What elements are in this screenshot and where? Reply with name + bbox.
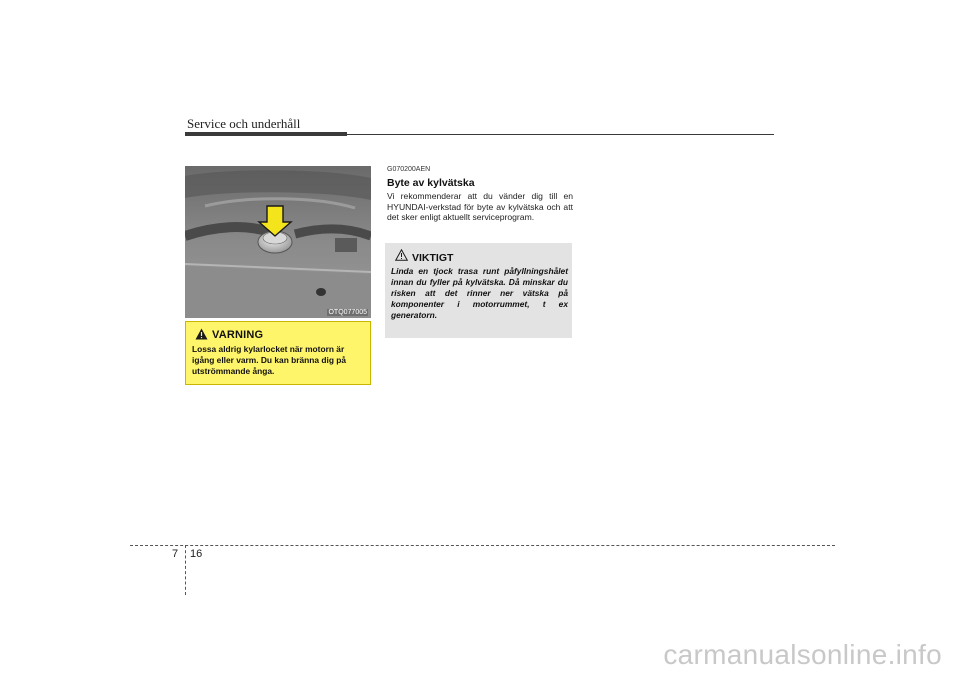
footer-rule — [130, 545, 835, 546]
warning-title: VARNING — [212, 329, 264, 341]
figure-caption: OTQ077005 — [328, 309, 367, 316]
page-number: 16 — [190, 548, 203, 560]
section-body: Vi rekommenderar att du vänder dig till en HYUNDAI-verkstad för byte av kylvätska och att det sker enligt aktuellt serviceprogram. — [387, 191, 573, 222]
section-heading: Byte av kylvätska — [387, 177, 475, 189]
header-accent-bar — [185, 132, 347, 136]
caution-triangle-icon — [395, 249, 408, 261]
watermark: carmanualsonline.info — [663, 639, 942, 670]
page-header-title: Service och underhåll — [187, 116, 301, 131]
chapter-number: 7 — [172, 548, 179, 560]
footer-divider — [185, 545, 186, 595]
warning-text: Lossa aldrig kylarlocket när motorn är igång eller varm. Du kan bränna dig på utströmmande ånga. — [192, 344, 347, 376]
header-rule — [347, 134, 774, 135]
warning-box — [185, 321, 371, 385]
engine-bay-photo — [185, 166, 371, 318]
notice-title: VIKTIGT — [412, 252, 454, 264]
warning-triangle-icon — [195, 328, 208, 340]
section-code: G070200AEN — [387, 166, 431, 173]
notice-box — [385, 243, 572, 338]
notice-text: Linda en tjock trasa runt påfyllningshålet innan du fyller på kylvätska. Då minskar du risken att det rinner ner vätska på komponenter i motorrummet, t ex generatorn. — [391, 266, 568, 320]
